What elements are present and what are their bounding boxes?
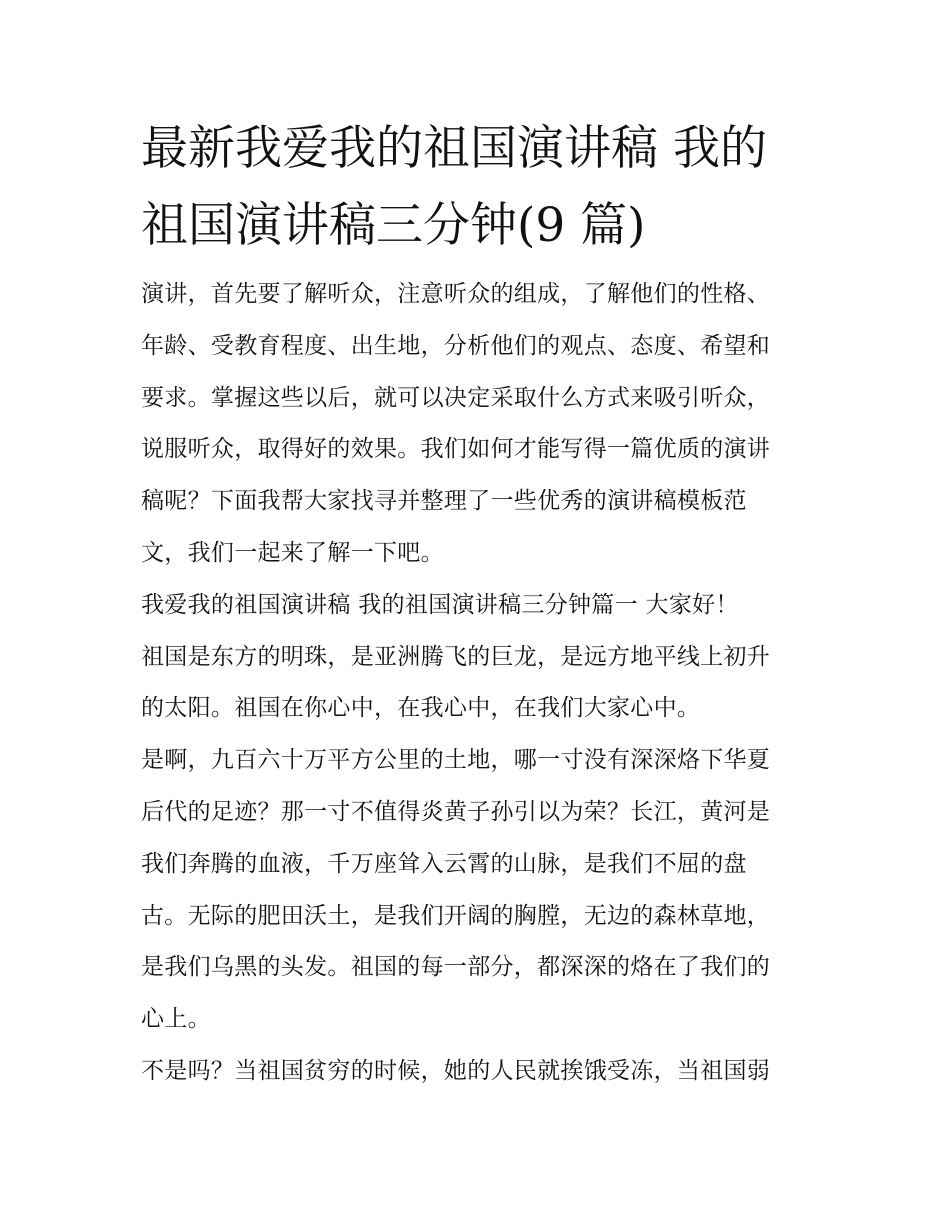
body-line: 的太阳。祖国在你心中，在我心中，在我们大家心中。	[141, 695, 701, 722]
body-line: 后代的足迹？那一寸不值得炎黄子孙引以为荣？长江，黄河是	[141, 798, 771, 825]
body-line: 演讲，首先要了解听众，注意听众的组成，了解他们的性格、	[141, 281, 771, 307]
body-line: 说服听众，取得好的效果。我们如何才能写得一篇优质的演讲	[141, 436, 771, 463]
document-page	[141, 110, 813, 1098]
body-line: 祖国是东方的明珠，是亚洲腾飞的巨龙，是远方地平线上初升	[141, 643, 771, 670]
document-body	[141, 269, 813, 1098]
body-line: 古。无际的肥田沃土，是我们开阔的胸膛，无边的森林草地，	[141, 902, 771, 929]
title-line: 最新我爱我的祖国演讲稿 我的	[141, 121, 767, 176]
body-line: 要求。掌握这些以后，就可以决定采取什么方式来吸引听众，	[141, 384, 771, 411]
body-line: 是我们乌黑的头发。祖国的每一部分，都深深的烙在了我们的	[141, 954, 771, 981]
body-line: 心上。	[141, 1006, 211, 1033]
body-line: 我爱我的祖国演讲稿 我的祖国演讲稿三分钟篇一 大家好！	[141, 591, 739, 618]
title-line: 祖国演讲稿三分钟(9 篇)	[141, 198, 646, 253]
body-line: 文，我们一起来了解一下吧。	[141, 539, 444, 566]
body-line: 稿呢？下面我帮大家找寻并整理了一些优秀的演讲稿模板范	[141, 488, 747, 515]
body-line: 是啊，九百六十万平方公里的土地，哪一寸没有深深烙下华夏	[141, 747, 771, 774]
body-line: 不是吗？当祖国贫穷的时候，她的人民就挨饿受冻，当祖国弱	[141, 1057, 771, 1084]
body-line: 我们奔腾的血液，千万座耸入云霄的山脉，是我们不屈的盘	[141, 850, 747, 877]
document-title	[141, 110, 813, 264]
body-line: 年龄、受教育程度、出生地，分析他们的观点、态度、希望和	[141, 332, 771, 359]
